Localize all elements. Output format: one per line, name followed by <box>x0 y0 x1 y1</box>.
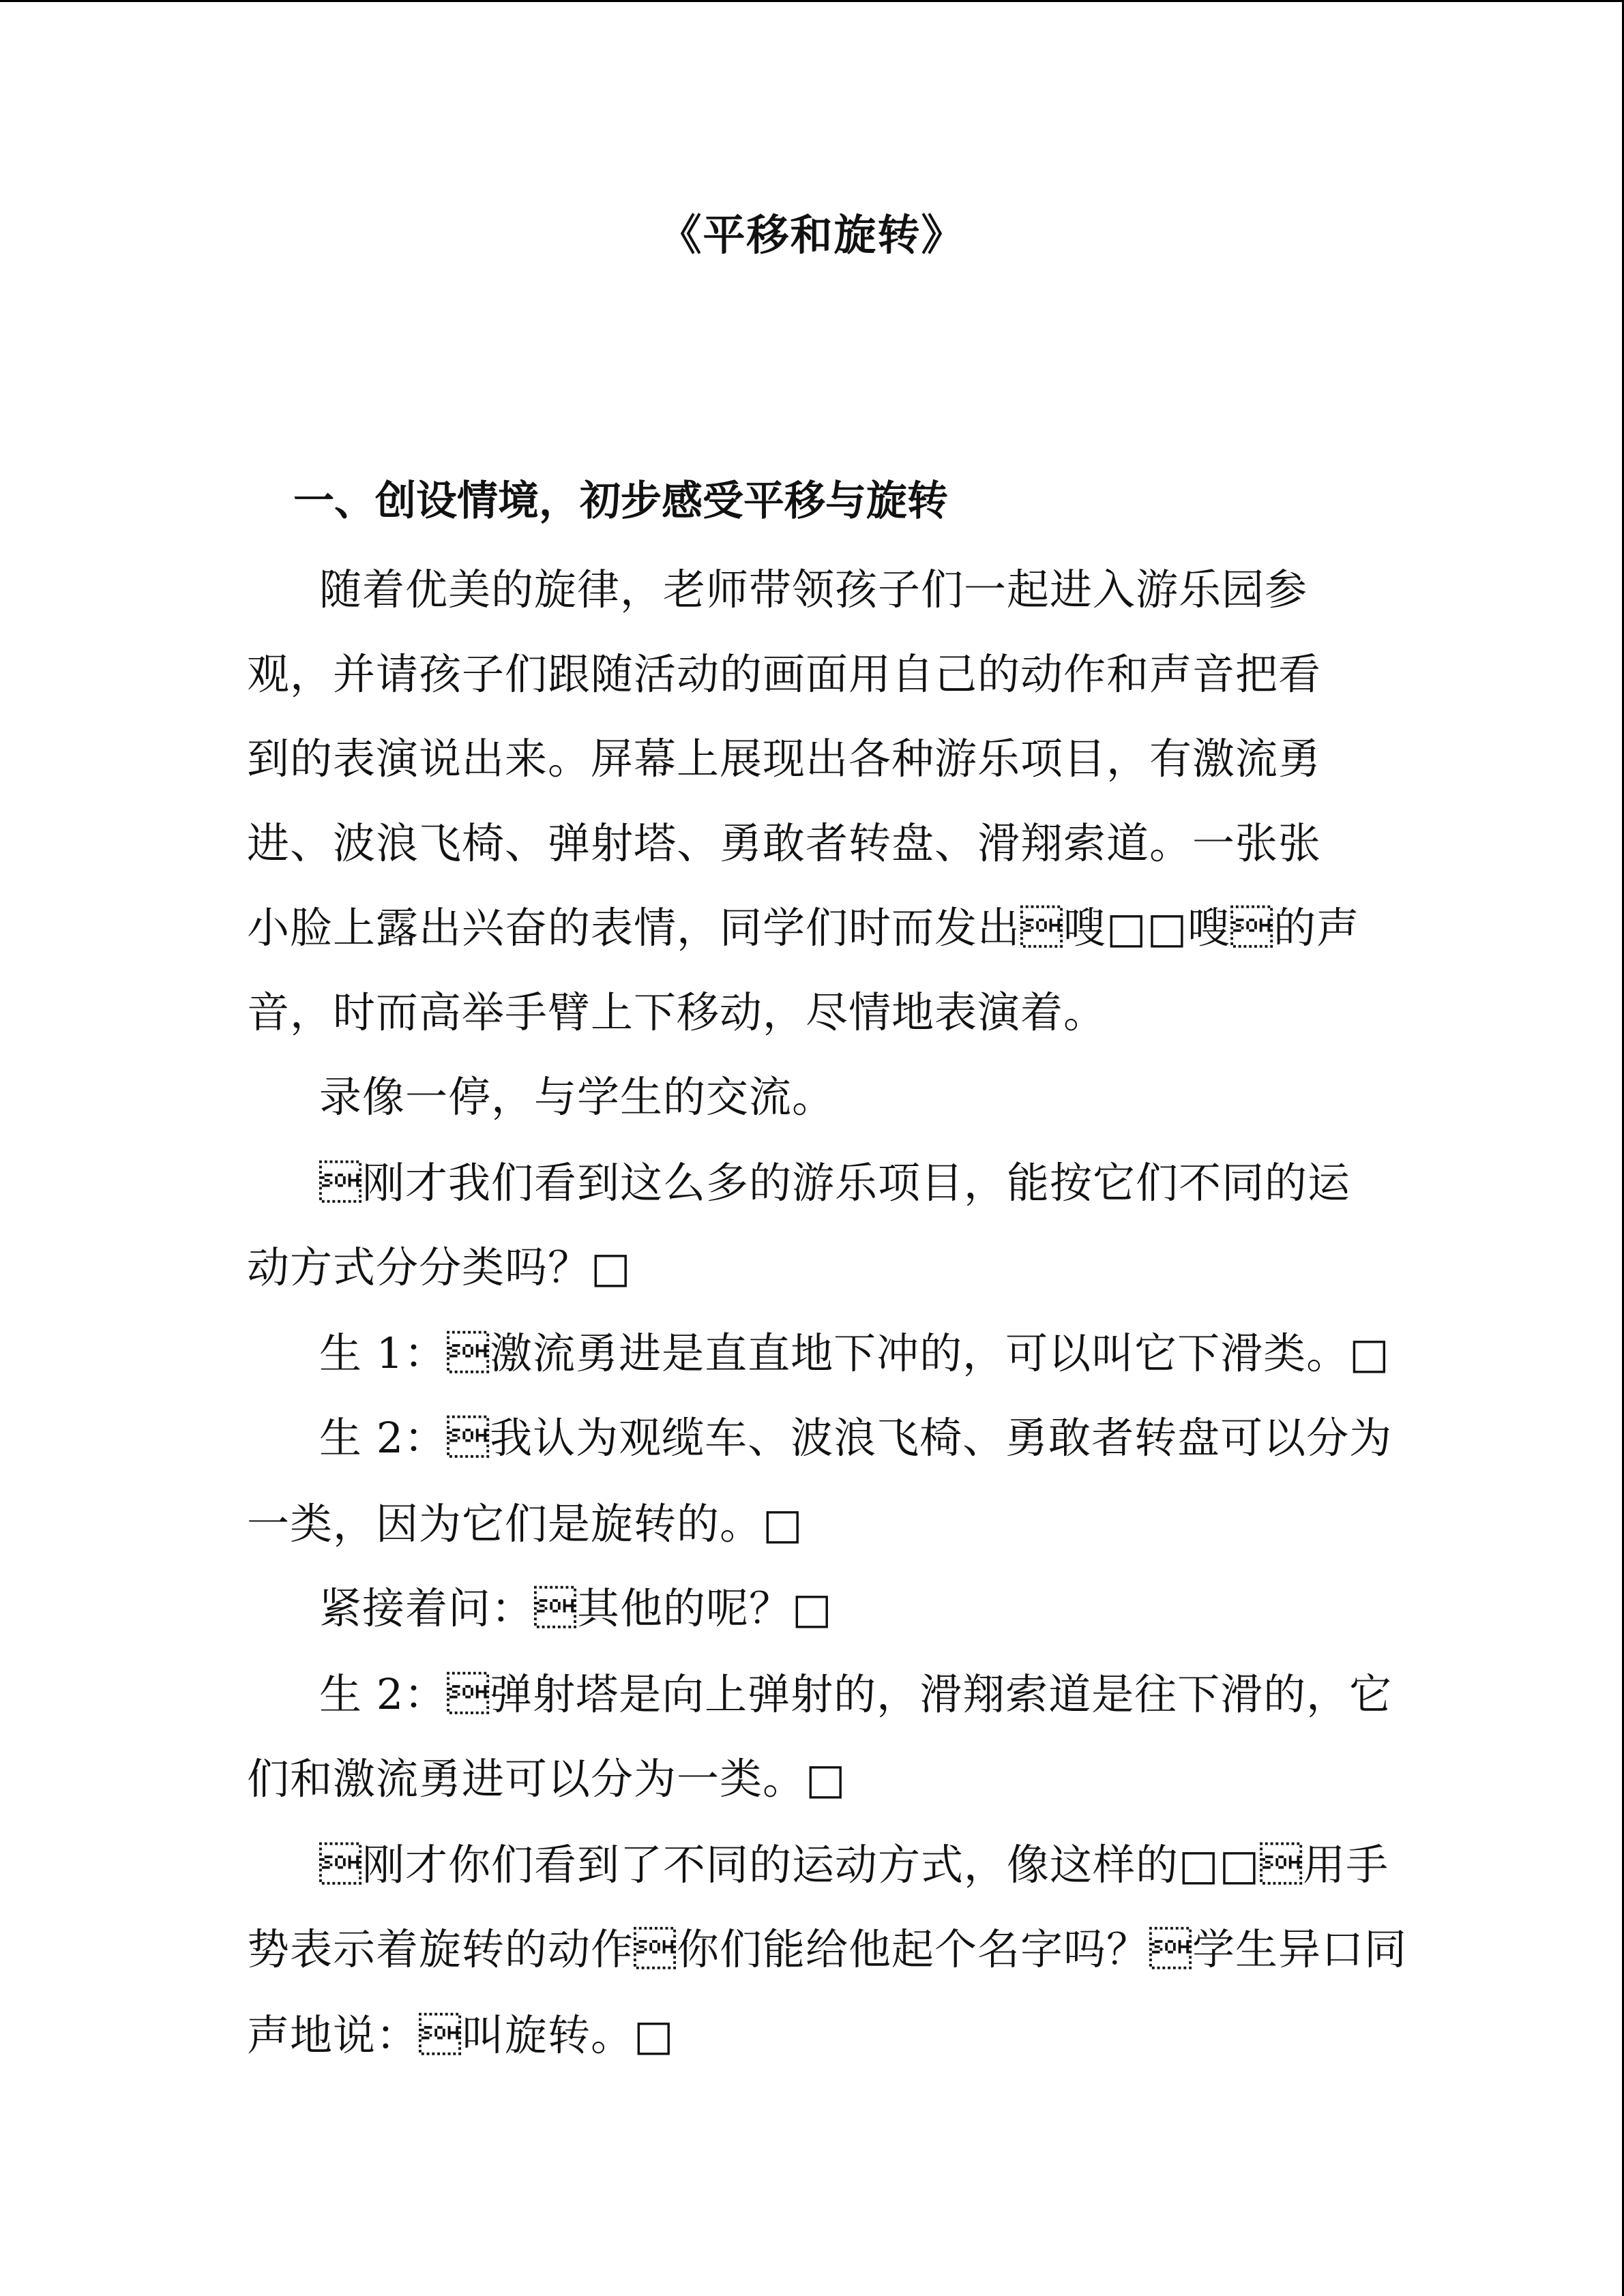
section-heading: 一、创设情境，初步感受平移与旋转 <box>293 477 948 525</box>
paragraph-line: 刚才你们看到了不同的运动方式，像这样的□□用手 <box>319 1840 1389 1890</box>
paragraph-line: 生 2：我认为观缆车、波浪飞椅、勇敢者转盘可以分为 <box>319 1413 1393 1463</box>
paragraph-line: 录像一停，与学生的交流。 <box>319 1072 836 1122</box>
paragraph-line: 紧接着问：其他的呢？□ <box>319 1583 833 1633</box>
paragraph-line: 音，时而高举手臂上下移动，尽情地表演着。 <box>247 987 1107 1037</box>
paragraph-line: 观，并请孩子们跟随活动的画面用自己的动作和声音把看 <box>247 649 1322 699</box>
document-title: 《平移和旋转》 <box>659 210 965 260</box>
paragraph-line: 生 2：弹射塔是向上弹射的，滑翔索道是往下滑的，它 <box>319 1669 1393 1719</box>
paragraph-line: 随着优美的旋律，老师带领孩子们一起进入游乐园参 <box>319 565 1308 614</box>
paragraph-line: 到的表演说出来。屏幕上展现出各种游乐项目，有激流勇 <box>247 734 1322 784</box>
page-border-top <box>0 0 1624 2</box>
paragraph-line: 势表示着旋转的动作你们能给他起个名字吗？学生异口同 <box>247 1924 1408 1974</box>
paragraph-line: 动方式分分类吗？□ <box>247 1242 632 1292</box>
paragraph-line: 声地说：叫旋转。□ <box>247 2010 675 2060</box>
paragraph-line: 们和激流勇进可以分为一类。□ <box>247 1754 846 1804</box>
paragraph-line: 一类，因为它们是旋转的。□ <box>247 1499 803 1549</box>
paragraph-line: 小脸上露出兴奋的表情，同学们时而发出嗖□□嗖的声 <box>247 903 1360 953</box>
paragraph-line: 进、波浪飞椅、弹射塔、勇敢者转盘、滑翔索道。一张张 <box>247 818 1322 868</box>
paragraph-line: 生 1：激流勇进是直直地下冲的，可以叫它下滑类。□ <box>319 1328 1390 1378</box>
paragraph-line: 刚才我们看到这么多的游乐项目，能按它们不同的运 <box>319 1158 1351 1208</box>
